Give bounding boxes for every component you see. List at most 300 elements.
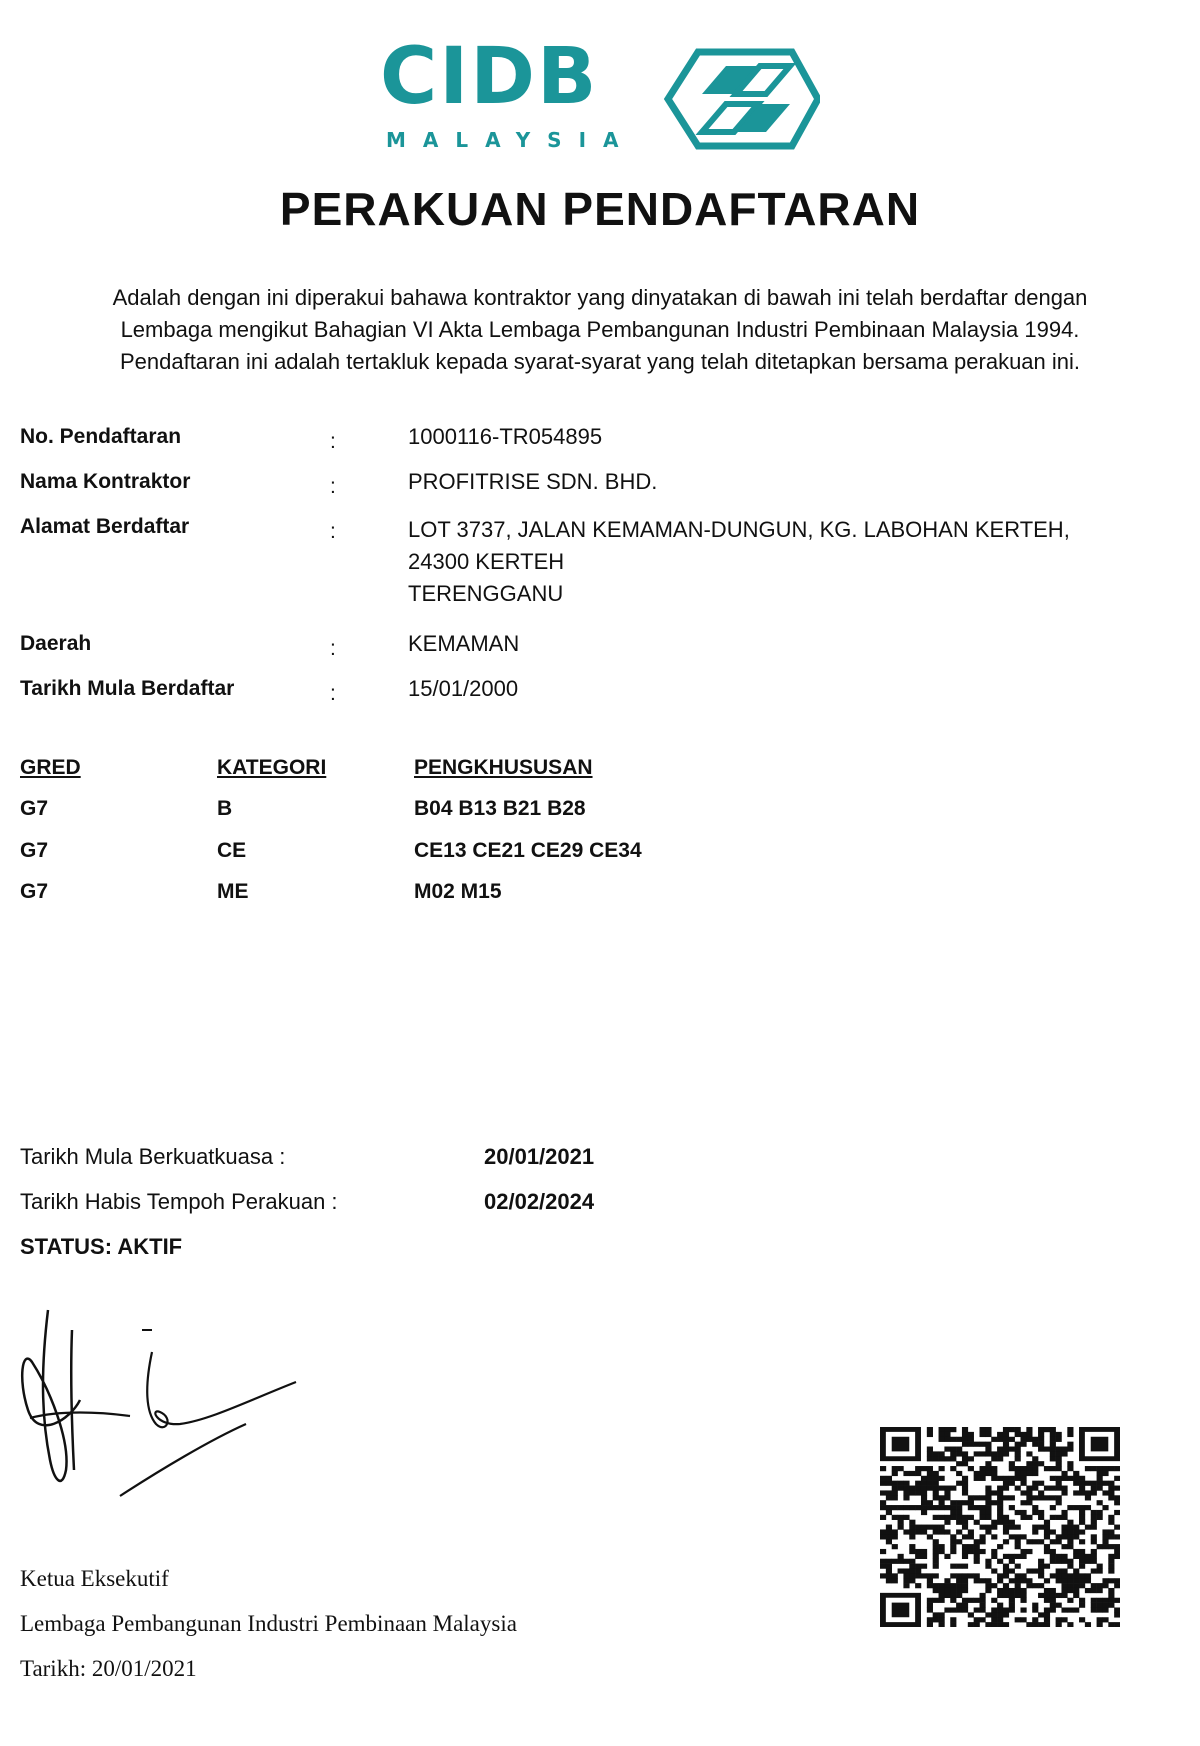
qr-module [1056,1622,1062,1627]
qr-module [1015,1593,1021,1598]
qr-module [1044,1447,1050,1452]
qr-module [939,1593,945,1598]
qr-module [1114,1583,1120,1588]
qr-module [1102,1490,1108,1495]
qr-module [1026,1466,1032,1471]
qr-module [915,1568,921,1573]
qr-module [944,1529,950,1534]
qr-module [1097,1622,1103,1627]
qr-module [880,1500,886,1505]
qr-module [915,1549,921,1554]
qr-module [1020,1442,1026,1447]
qr-module [1061,1588,1067,1593]
qr-module [950,1534,956,1539]
qr-module [1026,1471,1032,1476]
address-line: LOT 3737, JALAN KEMAMAN-DUNGUN, KG. LABOHAN KERTEH, [408,517,1070,542]
qr-module [980,1549,986,1554]
qr-module [950,1544,956,1549]
qr-module [939,1583,945,1588]
qr-module [997,1622,1003,1627]
qr-module [909,1549,915,1554]
qr-module [1009,1568,1015,1573]
qr-module [1061,1476,1067,1481]
qr-module [898,1486,904,1491]
qr-module [1061,1617,1067,1622]
qr-module [892,1505,898,1510]
qr-module [1038,1559,1044,1564]
qr-module [909,1529,915,1534]
qr-module [1038,1568,1044,1573]
qr-module [886,1505,892,1510]
qr-module [915,1471,921,1476]
qr-module [921,1495,927,1500]
qr-module [1091,1583,1097,1588]
qr-module [1038,1481,1044,1486]
qr-module [1050,1598,1056,1603]
qr-module [985,1510,991,1515]
effective-date-label: Tarikh Mula Berkuatkuasa : [20,1144,286,1169]
qr-module [1061,1568,1067,1573]
qr-module [1044,1622,1050,1627]
qr-module [939,1451,945,1456]
qr-module [1091,1603,1097,1608]
qr-module [898,1481,904,1486]
qr-module [1044,1617,1050,1622]
qr-module [1044,1588,1050,1593]
qr-module [939,1525,945,1530]
qr-module [956,1539,962,1544]
qr-module [1038,1437,1044,1442]
qr-module [1015,1578,1021,1583]
table-cell-category: ME [217,880,249,903]
qr-module [1056,1578,1062,1583]
qr-module [962,1534,968,1539]
qr-module [933,1549,939,1554]
colon: : [330,520,336,543]
qr-module [968,1544,974,1549]
qr-finder [1091,1437,1109,1452]
qr-module [1114,1578,1120,1583]
qr-module [991,1622,997,1627]
qr-module [880,1529,886,1534]
qr-module [950,1466,956,1471]
qr-module [944,1427,950,1432]
qr-module [1003,1612,1009,1617]
qr-module [962,1544,968,1549]
qr-module [997,1495,1003,1500]
qr-module [1079,1583,1085,1588]
qr-module [956,1593,962,1598]
qr-module [1044,1544,1050,1549]
qr-module [1003,1539,1009,1544]
address-value [408,514,1070,610]
qr-module [915,1573,921,1578]
qr-module [1020,1607,1026,1612]
qr-module [933,1505,939,1510]
qr-module [1108,1490,1114,1495]
qr-module [1102,1505,1108,1510]
qr-module [1009,1554,1015,1559]
qr-module [886,1568,892,1573]
qr-module [997,1505,1003,1510]
qr-module [909,1568,915,1573]
qr-module [956,1451,962,1456]
qr-module [1102,1617,1108,1622]
qr-module [956,1515,962,1520]
qr-module [1003,1476,1009,1481]
qr-module [962,1554,968,1559]
qr-module [886,1564,892,1569]
qr-module [1009,1607,1015,1612]
qr-module [1050,1603,1056,1608]
qr-module [927,1578,933,1583]
qr-module [1038,1622,1044,1627]
qr-module [1020,1500,1026,1505]
qr-module [956,1481,962,1486]
qr-module [1114,1612,1120,1617]
qr-module [956,1471,962,1476]
qr-module [997,1432,1003,1437]
intro-line: Pendaftaran ini adalah tertakluk kepada syarat-syarat yang telah ditetapkan bersama perakuan ini. [119,349,1081,374]
qr-module [962,1451,968,1456]
qr-module [980,1495,986,1500]
qr-module [1050,1451,1056,1456]
qr-module [974,1476,980,1481]
qr-module [950,1564,956,1569]
qr-module [921,1500,927,1505]
qr-module [1102,1466,1108,1471]
qr-module [1108,1588,1114,1593]
qr-module [1114,1534,1120,1539]
qr-module [1079,1539,1085,1544]
qr-module [1067,1622,1073,1627]
qr-module [974,1505,980,1510]
address-label: Alamat Berdaftar [20,515,190,538]
qr-module [915,1564,921,1569]
qr-module [927,1500,933,1505]
qr-module [1056,1481,1062,1486]
qr-module [880,1490,886,1495]
qr-module [1003,1442,1009,1447]
qr-module [1015,1476,1021,1481]
qr-module [1102,1529,1108,1534]
qr-module [980,1427,986,1432]
qr-module [898,1568,904,1573]
logo-wordmark: CIDB [380,32,599,122]
qr-module [927,1481,933,1486]
qr-module [903,1559,909,1564]
qr-module [1073,1529,1079,1534]
qr-module [921,1505,927,1510]
qr-module [944,1607,950,1612]
qr-module [1102,1603,1108,1608]
table-cell-grade: G7 [20,880,49,903]
qr-module [1003,1437,1009,1442]
qr-module [974,1598,980,1603]
qr-module [1073,1607,1079,1612]
qr-module [1044,1612,1050,1617]
qr-module [1114,1607,1120,1612]
qr-module [933,1554,939,1559]
qr-module [974,1573,980,1578]
table-cell-specialization: B04 B13 B21 B28 [414,797,586,820]
qr-module [892,1534,898,1539]
qr-module [1061,1490,1067,1495]
qr-module [880,1534,886,1539]
qr-module [1020,1593,1026,1598]
qr-module [939,1612,945,1617]
qr-module [1038,1427,1044,1432]
qr-module [1026,1451,1032,1456]
qr-module [886,1534,892,1539]
qr-module [1015,1447,1021,1452]
qr-module [1067,1520,1073,1525]
qr-module [944,1447,950,1452]
qr-module [933,1476,939,1481]
qr-module [1067,1607,1073,1612]
qr-module [1020,1476,1026,1481]
qr-module [909,1578,915,1583]
qr-module [892,1529,898,1534]
qr-module [991,1607,997,1612]
qr-module [1050,1447,1056,1452]
qr-module [1003,1593,1009,1598]
qr-module [1026,1549,1032,1554]
qr-module [1032,1481,1038,1486]
qr-module [968,1622,974,1627]
qr-module [892,1495,898,1500]
qr-module [1020,1481,1026,1486]
qr-module [980,1451,986,1456]
qr-module [1003,1529,1009,1534]
qr-module [921,1573,927,1578]
qr-module [1032,1525,1038,1530]
qr-module [939,1617,945,1622]
qr-module [1085,1495,1091,1500]
qr-module [903,1583,909,1588]
qr-module [985,1612,991,1617]
qr-module [997,1456,1003,1461]
qr-module [903,1481,909,1486]
qr-module [962,1603,968,1608]
qr-module [1102,1598,1108,1603]
qr-module [962,1490,968,1495]
qr-module [1079,1529,1085,1534]
qr-module [1108,1534,1114,1539]
qr-module [991,1476,997,1481]
qr-module [956,1529,962,1534]
qr-module [944,1588,950,1593]
qr-module [880,1505,886,1510]
qr-module [1108,1515,1114,1520]
qr-module [880,1481,886,1486]
qr-module [1009,1593,1015,1598]
qr-module [1061,1510,1067,1515]
qr-module [933,1559,939,1564]
qr-module [980,1539,986,1544]
qr-module [933,1617,939,1622]
address-line: TERENGGANU [408,581,564,606]
qr-module [997,1451,1003,1456]
qr-module [1032,1603,1038,1608]
qr-module [991,1617,997,1622]
qr-module [962,1461,968,1466]
qr-module [968,1495,974,1500]
qr-module [1056,1617,1062,1622]
qr-module [1050,1456,1056,1461]
qr-module [974,1578,980,1583]
qr-module [944,1578,950,1583]
qr-module [950,1447,956,1452]
qr-module [903,1490,909,1495]
qr-module [1091,1549,1097,1554]
contractor-name-label: Nama Kontraktor [20,470,191,493]
qr-module [939,1500,945,1505]
qr-module [1050,1593,1056,1598]
qr-module [1003,1432,1009,1437]
qr-module [903,1578,909,1583]
intro-paragraph [20,282,1180,378]
qr-module [1091,1490,1097,1495]
qr-module [962,1437,968,1442]
table-cell-category: CE [217,839,247,862]
qr-module [1073,1593,1079,1598]
qr-module [933,1525,939,1530]
qr-module [991,1490,997,1495]
qr-module [915,1486,921,1491]
qr-module [1032,1529,1038,1534]
qr-module [1091,1568,1097,1573]
qr-module [950,1451,956,1456]
qr-module [892,1466,898,1471]
qr-module [944,1515,950,1520]
qr-module [1020,1549,1026,1554]
qr-module [1020,1437,1026,1442]
category-header: KATEGORI [217,756,327,779]
qr-module [1003,1568,1009,1573]
qr-module [1003,1520,1009,1525]
qr-module [991,1525,997,1530]
qr-module [886,1476,892,1481]
qr-module [1102,1534,1108,1539]
qr-module [1009,1495,1015,1500]
qr-module [1091,1481,1097,1486]
qr-module [1056,1456,1062,1461]
qr-module [1026,1622,1032,1627]
qr-module [903,1505,909,1510]
qr-module [980,1442,986,1447]
qr-module [927,1451,933,1456]
qr-module [997,1573,1003,1578]
qr-module [1003,1427,1009,1432]
qr-module [956,1500,962,1505]
qr-module [950,1539,956,1544]
qr-finder [892,1603,910,1618]
qr-module [915,1529,921,1534]
qr-module [927,1598,933,1603]
qr-module [1056,1451,1062,1456]
qr-module [956,1573,962,1578]
qr-module [1044,1525,1050,1530]
qr-module [1056,1573,1062,1578]
qr-module [927,1583,933,1588]
qr-module [1102,1607,1108,1612]
qr-module [1009,1603,1015,1608]
qr-module [1044,1520,1050,1525]
qr-module [962,1500,968,1505]
qr-module [1044,1534,1050,1539]
qr-module [1038,1495,1044,1500]
qr-module [950,1598,956,1603]
reg-no-label: No. Pendaftaran [20,425,182,448]
qr-module [985,1427,991,1432]
expiry-date-value: 02/02/2024 [484,1189,595,1214]
qr-module [892,1490,898,1495]
qr-module [1050,1466,1056,1471]
qr-module [1038,1593,1044,1598]
qr-module [1067,1461,1073,1466]
qr-module [956,1583,962,1588]
qr-module [903,1529,909,1534]
qr-module [939,1505,945,1510]
qr-module [1003,1525,1009,1530]
qr-module [1050,1442,1056,1447]
qr-module [1015,1442,1021,1447]
qr-module [892,1559,898,1564]
qr-module [997,1603,1003,1608]
qr-module [880,1549,886,1554]
qr-module [898,1559,904,1564]
qr-module [950,1515,956,1520]
qr-module [980,1603,986,1608]
qr-module [927,1603,933,1608]
qr-code-icon [880,1427,1120,1627]
qr-module [1038,1447,1044,1452]
qr-module [1009,1559,1015,1564]
qr-module [1020,1515,1026,1520]
qr-module [950,1505,956,1510]
qr-module [1061,1471,1067,1476]
qr-module [927,1505,933,1510]
qr-module [880,1564,886,1569]
qr-module [1056,1466,1062,1471]
qr-module [1073,1505,1079,1510]
qr-module [886,1529,892,1534]
qr-module [927,1607,933,1612]
qr-module [1073,1549,1079,1554]
qr-module [956,1510,962,1515]
qr-module [1056,1515,1062,1520]
qr-module [933,1495,939,1500]
qr-module [1009,1525,1015,1530]
qr-module [956,1607,962,1612]
qr-module [997,1612,1003,1617]
qr-module [1038,1432,1044,1437]
qr-module [1073,1583,1079,1588]
qr-module [1050,1437,1056,1442]
qr-module [968,1505,974,1510]
qr-module [1003,1515,1009,1520]
qr-module [997,1578,1003,1583]
intro-line: Lembaga mengikut Bahagian VI Akta Lembaga Pembangunan Industri Pembinaan Malaysia 1994. [120,317,1080,342]
qr-module [1067,1559,1073,1564]
qr-module [1061,1447,1067,1452]
qr-module [1079,1549,1085,1554]
qr-module [1061,1486,1067,1491]
qr-module [915,1554,921,1559]
qr-module [1079,1617,1085,1622]
qr-module [1050,1573,1056,1578]
